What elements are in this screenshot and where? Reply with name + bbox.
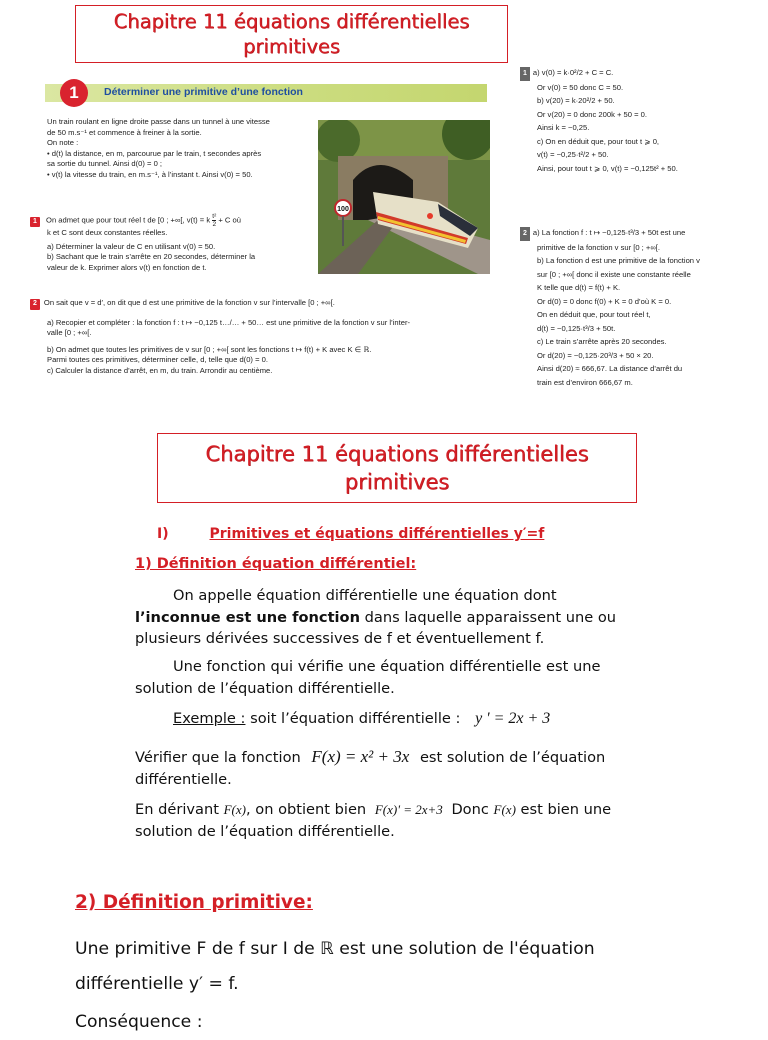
intro-line: sa sortie du tunnel. Ainsi d(0) = 0 ; [47,159,163,169]
intro-line: de 50 m.s⁻¹ et commence à freiner à la sortie. [47,127,202,137]
def2-line1: Une primitive F de f sur I de ℝ est une solution de l'équation [75,939,595,959]
train-illustration [318,120,490,274]
question-1-fraction: $\frac{\text{t²}}{2}$ [212,213,217,228]
question-1b-line1: b) Sachant que le train s’arrête en 20 secondes, déterminer la [47,252,256,262]
top-title-line1: Chapitre 11 équations différentielles [113,10,470,33]
solution-line: Or v(20) = 0 donc 200k + 50 = 0. [537,109,647,119]
verify-text-b: est solution de l’équation [419,749,606,766]
main-title-box [157,433,637,503]
question-1-text-c: k et C sont deux constantes réelles. [47,228,168,237]
verify-text-a: Vérifier que la fonction [135,749,301,766]
def1-title: 1) Définition équation différentiel: [135,556,417,572]
solution-line: d(t) = −0,125·t³/3 + 50t. [537,323,616,333]
solution-line: b) La fonction d est une primitive de la fonction v [537,256,700,265]
deriv-Fx2: F(x) [493,802,516,817]
solution-line: On en déduit que, pour tout réel t, [537,310,651,319]
def1-p2-line1: Une fonction qui vérifie une équation différentielle est une [173,658,601,675]
question-2 [30,298,500,377]
intro-line: On note : [47,138,79,148]
intro-line: Un train roulant en ligne droite passe dans un tunnel à une vitesse [47,117,270,126]
section-title: Déterminer une primitive d’une fonction [104,86,303,98]
question-1-number: 1 [30,217,40,228]
def2-line3: Conséquence : [75,1012,203,1032]
def1-p1-line1: On appelle équation différentielle une équation dont [173,587,557,604]
solution-line: c) Le train s’arrête après 20 secondes. [537,337,667,346]
solution-line: primitive de la fonction v sur [0 ; +∞[. [537,242,660,252]
solution-line: Ainsi k = −0,25. [537,123,590,132]
def1-p2-line2: solution de l’équation différentielle. [135,679,395,697]
def2-line2: différentielle y′ = f. [75,974,239,994]
solution-1 [520,66,760,175]
intro-line: • d(t) la distance, en m, parcourue par le train, t secondes après [47,148,262,158]
example-label: Exemple : [173,710,246,727]
solution-line: sur [0 ; +∞[ donc il existe une constante réelle [537,269,691,279]
def1-paragraph1 [135,585,655,650]
deriv-text-a: En dérivant [135,801,219,818]
section-number-circle: 1 [60,79,88,107]
verify-equation: F(x) = x² + 3x [311,747,410,766]
top-title-line2: primitives [243,35,340,58]
intro-line: • v(t) la vitesse du train, en m.s⁻¹, à l’instant t. Ainsi v(0) = 50. [47,169,253,179]
question-2-text: On sait que v = d′, on dit que d est une primitive de la fonction v sur l’intervalle [0 ; +∞[. [43,298,335,307]
deriv-equation: F(x)' = 2x+3 [374,802,443,817]
example-equation: y ' = 2x + 3 [475,710,551,727]
solution-line: a) La fonction f : t ↦ −0,125·t³/3 + 50t est une [532,228,686,237]
question-2c: c) Calculer la distance d’arrêt, en m, du train. Arrondir au centième. [47,365,273,375]
sign-number: 100 [337,206,349,213]
deriv-Fx: F(x) [223,802,246,817]
def1-paragraph2 [135,656,655,699]
deriv-text-d: est bien une [520,801,612,818]
def1-p1-line3: plusieurs dérivées successives de f et éventuellement f. [135,630,545,647]
solution-line: Or v(0) = 50 donc C = 50. [537,82,624,92]
solution-line: a) v(0) = k·0²/2 + C = C. [532,68,614,77]
top-title-box [75,5,508,63]
def1-example [173,708,653,730]
solution-line: Ainsi d(20) ≈ 666,67. La distance d’arrêt du [537,364,683,373]
def1-p1-bold: l’inconnue est une fonction [135,608,360,626]
question-1b-line2: valeur de k. Exprimer alors v(t) en fonction de t. [47,262,207,272]
question-1a: a) Déterminer la valeur de C en utilisant v(0) = 50. [47,241,216,251]
intro-text [47,117,312,181]
deriv-text-e: solution de l’équation différentielle. [135,822,395,840]
deriv-text-c: Donc [451,801,489,818]
question-2b-line1: b) On admet que toutes les primitives de v sur [0 ; +∞[ sont les fonctions t ↦ f(t) + K avec K ∈ ℝ. [47,344,372,354]
solution-2-number: 2 [520,227,530,241]
solution-1-number: 1 [520,67,530,81]
main-title-line2: primitives [344,470,450,494]
section-I-title: Primitives et équations différentielles y′=f [209,526,545,542]
verify-text-c: différentielle. [135,770,232,788]
question-1-text-a: On admet que pour tout réel t de [0 ; +∞[, v(t) = k [46,215,211,225]
solution-line: c) On en déduit que, pour tout t ⩾ 0, [537,136,660,146]
section-I-number: I) [157,526,169,542]
solution-line: Or d(0) = 0 donc f(0) + K = 0 d’où K = 0. [537,296,672,306]
train-photo [318,120,490,274]
solution-line: K telle que d(t) = f(t) + K. [537,283,621,292]
main-title-line1: Chapitre 11 équations différentielles [205,442,589,466]
solution-line: v(t) = −0,25·t²/2 + 50. [537,150,609,159]
question-1 [30,213,320,273]
def1-verify [135,746,665,790]
def2-title: 2) Définition primitive: [75,892,313,913]
question-2b-line2: Parmi toutes ces primitives, déterminer celle, d, telle que d(0) = 0. [47,355,268,365]
solution-line: b) v(20) = k·20²/2 + 50. [537,96,615,105]
section-I-heading [157,526,544,542]
solution-line: Ainsi, pour tout t ⩾ 0, v(t) = −0,125t² + 50. [537,163,678,173]
question-2-number: 2 [30,299,40,310]
def1-derivation [135,799,665,842]
solution-2 [520,226,760,389]
def1-p1-line2-rest: dans laquelle apparaissent une ou [359,608,617,626]
example-text: soit l’équation différentielle : [245,710,461,727]
question-2a-line2: valle [0 ; +∞[. [47,328,92,338]
solution-line: Or d(20) = −0,125·20³/3 + 50 × 20. [537,350,654,360]
solution-line: train est d’environ 666,67 m. [537,377,633,387]
deriv-text-b: , on obtient bien [245,801,367,818]
question-2a-line1: a) Recopier et compléter : la fonction f : t ↦ −0,125 t…/… + 50… est une primitive de la fonction v sur l’inter- [47,317,411,327]
question-1-text-b: + C où [218,215,241,225]
